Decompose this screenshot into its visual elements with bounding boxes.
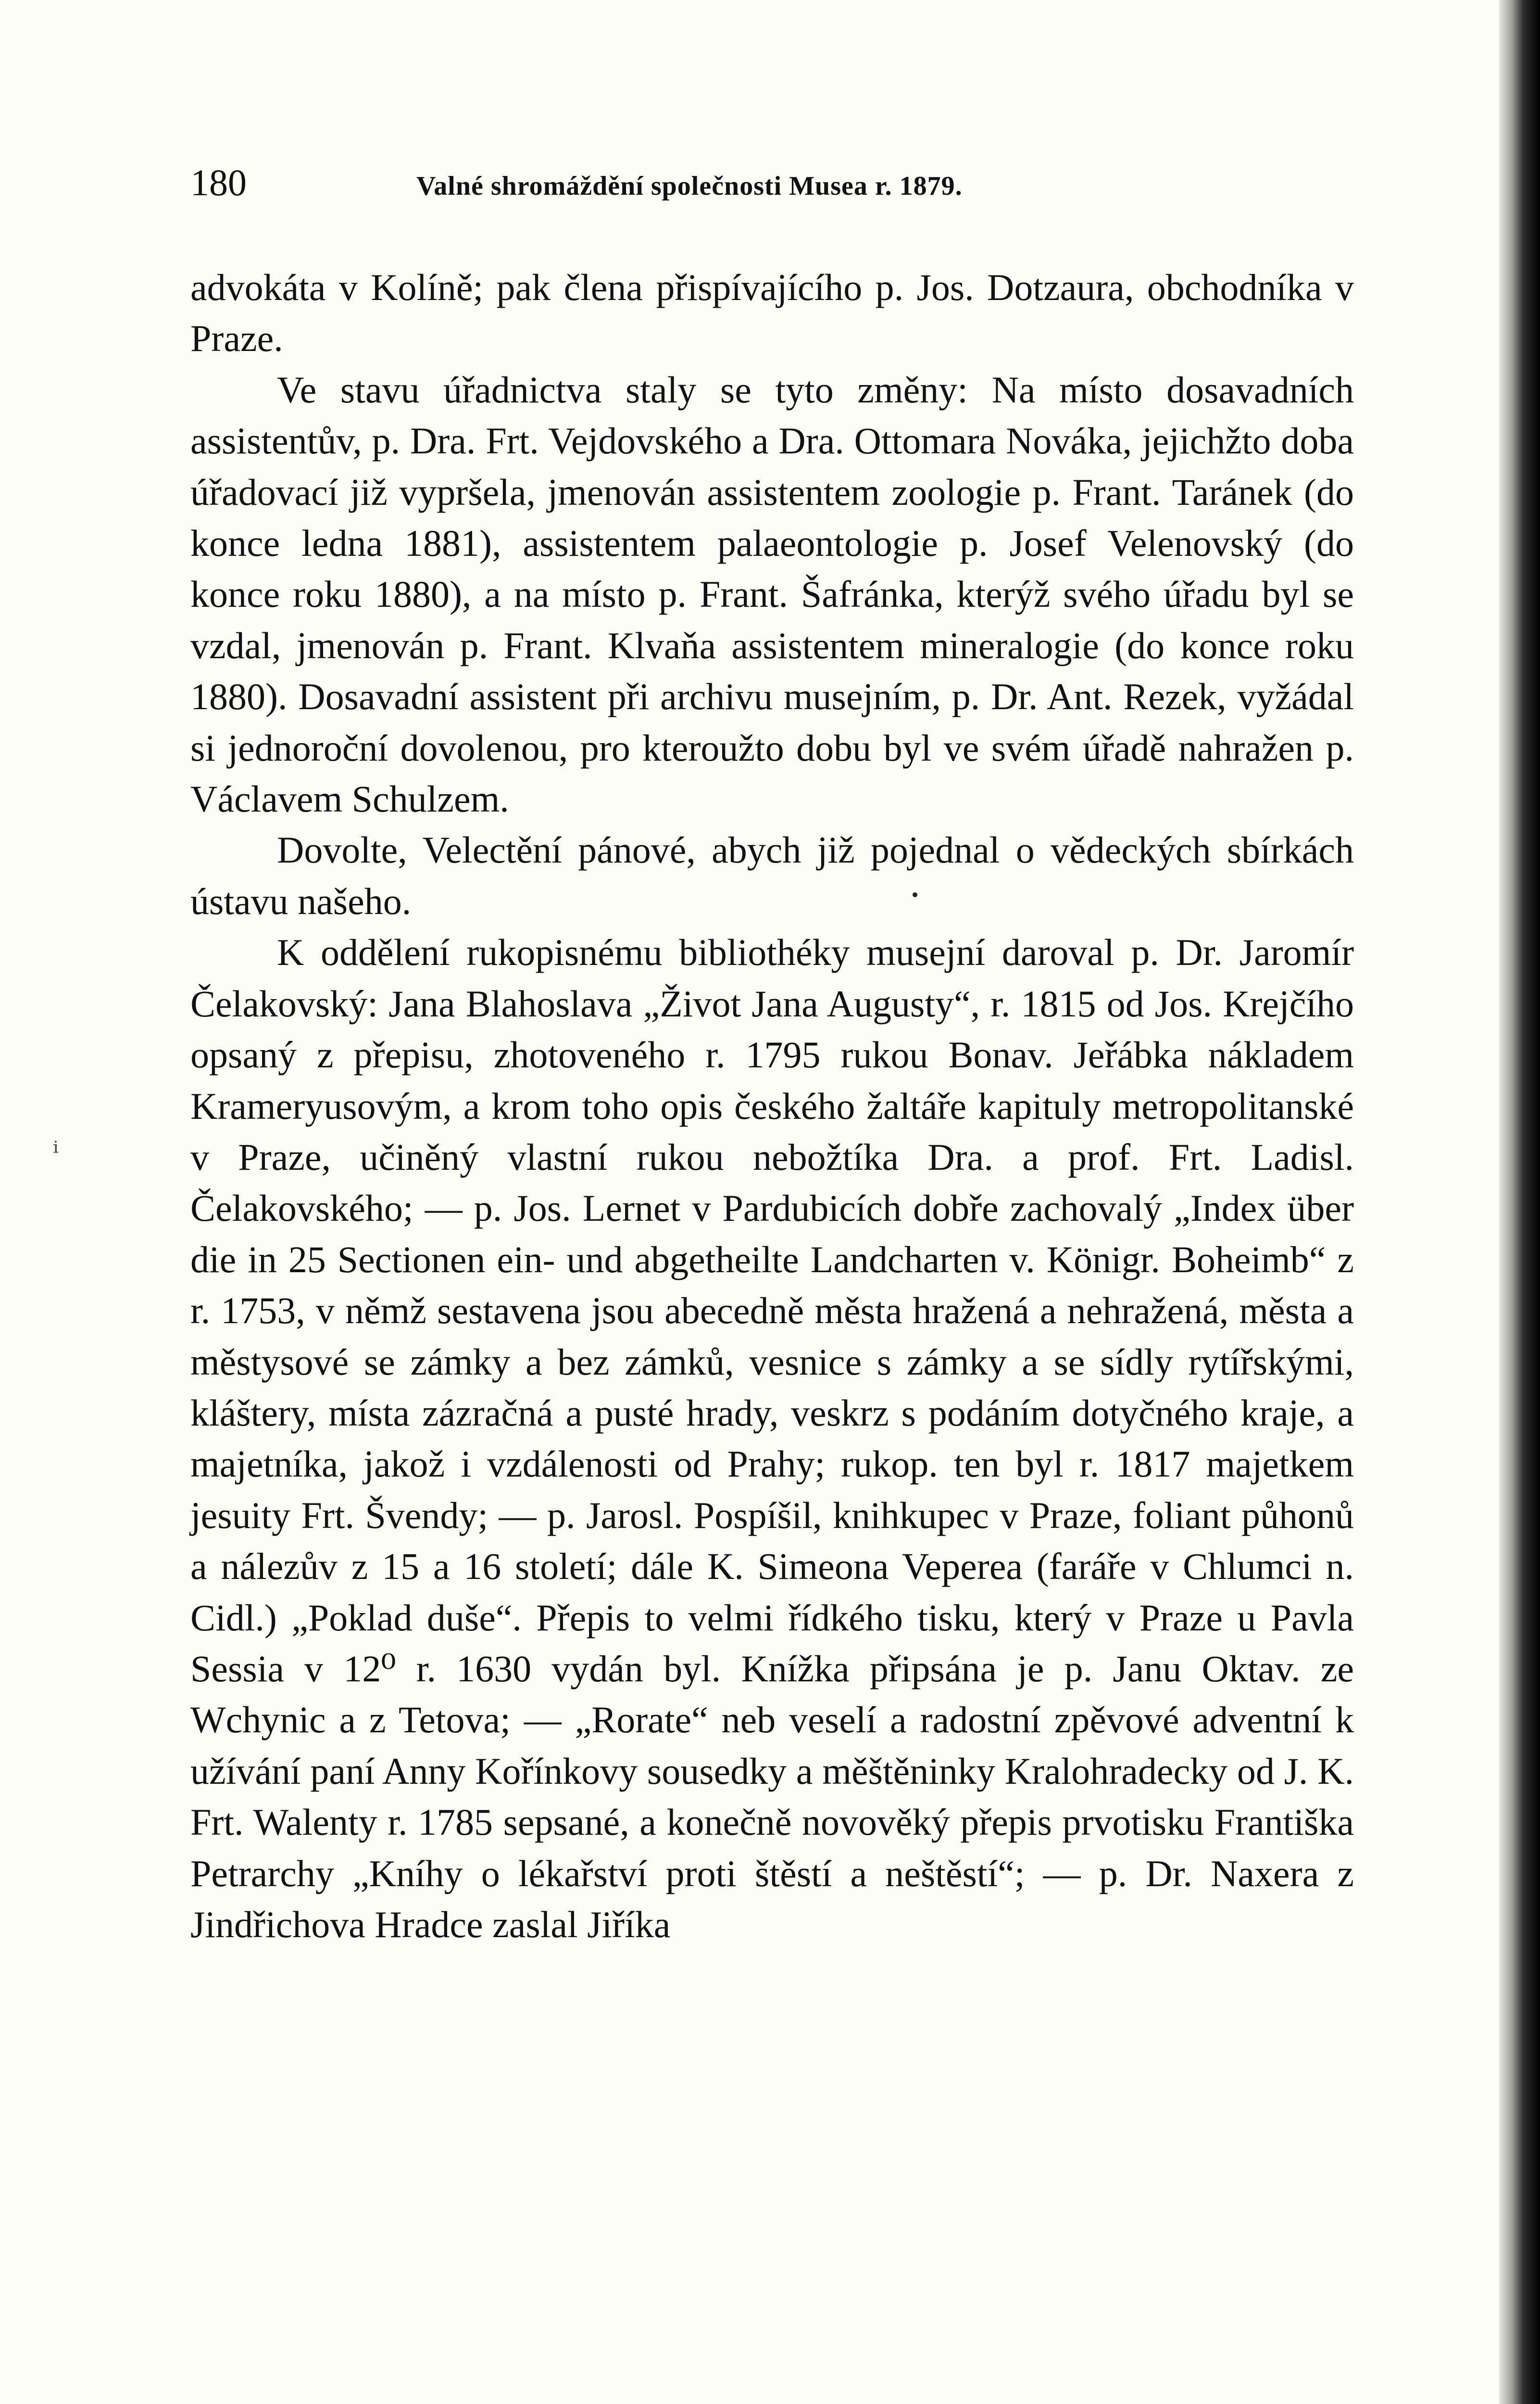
paragraph-3: Dovolte, Velectění pánové, abych již pojednal o vědeckých sbírkách ústavu našeho. — [190, 829, 1354, 922]
paragraph-1: advokáta v Kolíně; pak člena přispívajícího p. Jos. Dotzaura, obchodníka v Praze. — [190, 266, 1354, 360]
running-head: Valné shromáždění společnosti Musea r. 1879. — [416, 171, 963, 201]
scan-speck — [913, 892, 917, 897]
body-text — [190, 262, 1354, 1950]
page-header — [190, 159, 1354, 212]
margin-mark: ⁱ — [53, 1137, 59, 1168]
paragraph-2: Ve stavu úřadnictva staly se tyto změny: Na místo dosavadních assistentův, p. Dra. Frt. Vejdovského a Dra. Ottomara Nováka, jejichžto doba úřadovací již vypršela, jmenován assistentem zoologie p. Frant. Taránek (do konce ledna 1881), assistentem palaeontologie p. Josef Velenovský (do konce roku 1880), a na místo p. Frant. Šafránka, kterýž svého úřadu byl se vzdal, jmenován p. Frant. Klvaňa assistentem mineralogie (do konce roku 1880). Dosavadní assistent při archivu musejním, p. Dr. Ant. Rezek, vyžádal si jednoroční dovolenou, pro kteroužto dobu byl ve svém úřadě nahražen p. Václavem Schulzem. — [190, 368, 1354, 820]
paragraph-4: K oddělení rukopisnému bibliothéky musejní daroval p. Dr. Jaromír Čelakovský: Jana Blahoslava „Život Jana Augusty“, r. 1815 od Jos. Krejčího opsaný z přepisu, zhotoveného r. 1795 rukou Bonav. Jeřábka nákladem Krameryusovým, a krom toho opis českého žaltáře kapituly metropolitanské v Praze, učiněný vlastní rukou nebožtíka Dra. a prof. Frt. Ladisl. Čelakovského; — p. Jos. Lernet v Pardubicích dobře zachovalý „Index über die in 25 Sectionen ein- und abgetheilte Landcharten v. Königr. Boheimb“ z r. 1753, v němž sestavena jsou abecedně města hražená a nehražená, města a městysové se zámky a bez zámků, vesnice s zámky a se sídly rytířskými, kláštery, místa zázračná a pusté hrady, veskrz s podáním dotyčného kraje, a majetníka, jakož i vzdálenosti od Prahy; rukop. ten byl r. 1817 majetkem jesuity Frt. Švendy; — p. Jarosl. Pospíšil, knihkupec v Praze, foliant půhonů a nálezův z 15 a 16 století; dále K. Simeona Veperea (faráře v Chlumci n. Cidl.) „Poklad duše“. Přepis to velmi řídkého tisku, který v Praze u Pavla Sessia v 12⁰ r. 1630 vydán byl. Knížka připsána je p. Janu Oktav. ze Wchynic a z Tetova; — „Rorate“ neb veselí a radostní zpěvové adventní k užívání paní Anny Kořínkovy sousedky a měštěninky Kralohradecky od J. K. Frt. Walenty r. 1785 sepsané, a konečně novověký přepis prvotisku Františka Petrarchy „Kníhy o lékařství proti štěstí a neštěstí“; — p. Dr. Naxera z Jindřichova Hradce zaslal Jiříka — [190, 931, 1354, 1945]
page-edge-shadow — [1499, 0, 1540, 2404]
page-number: 180 — [190, 162, 247, 203]
